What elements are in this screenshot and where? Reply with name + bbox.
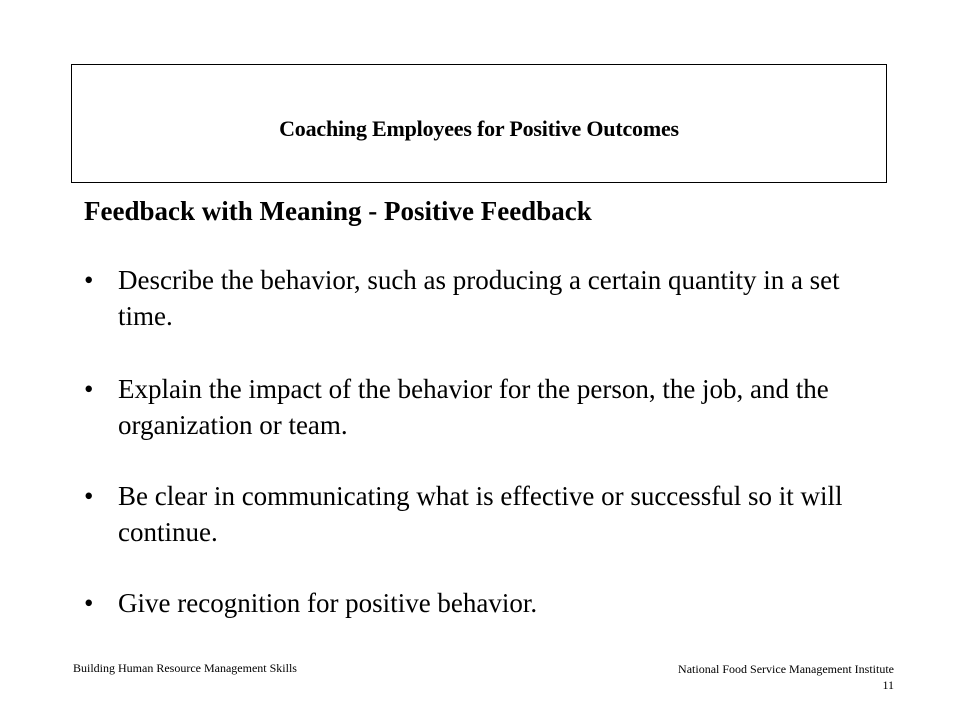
bullet-item bbox=[84, 262, 904, 334]
footer-institute: National Food Service Management Institute bbox=[678, 662, 894, 676]
bullet-item bbox=[84, 478, 904, 550]
bullet-text: Be clear in communicating what is effective or successful so it will continue. bbox=[118, 481, 843, 547]
bullet-dot: • bbox=[84, 265, 94, 295]
bullet-dot: • bbox=[84, 374, 94, 404]
bullet-text: Give recognition for positive behavior. bbox=[118, 588, 538, 618]
bullet-item bbox=[84, 585, 904, 621]
title-box bbox=[71, 64, 887, 183]
slide-subtitle: Feedback with Meaning - Positive Feedback bbox=[84, 196, 592, 226]
footer-right bbox=[678, 661, 894, 693]
bullet-text: Explain the impact of the behavior for the person, the job, and the organization or team. bbox=[118, 374, 829, 440]
bullet-dot: • bbox=[84, 588, 94, 618]
bullet-item bbox=[84, 371, 904, 443]
slide-title: Coaching Employees for Positive Outcomes bbox=[279, 115, 679, 141]
bullet-text: Describe the behavior, such as producing a certain quantity in a set time. bbox=[118, 265, 840, 331]
bullet-dot: • bbox=[84, 481, 94, 511]
footer-left: Building Human Resource Management Skills bbox=[73, 661, 297, 675]
page-number: 11 bbox=[882, 678, 894, 692]
